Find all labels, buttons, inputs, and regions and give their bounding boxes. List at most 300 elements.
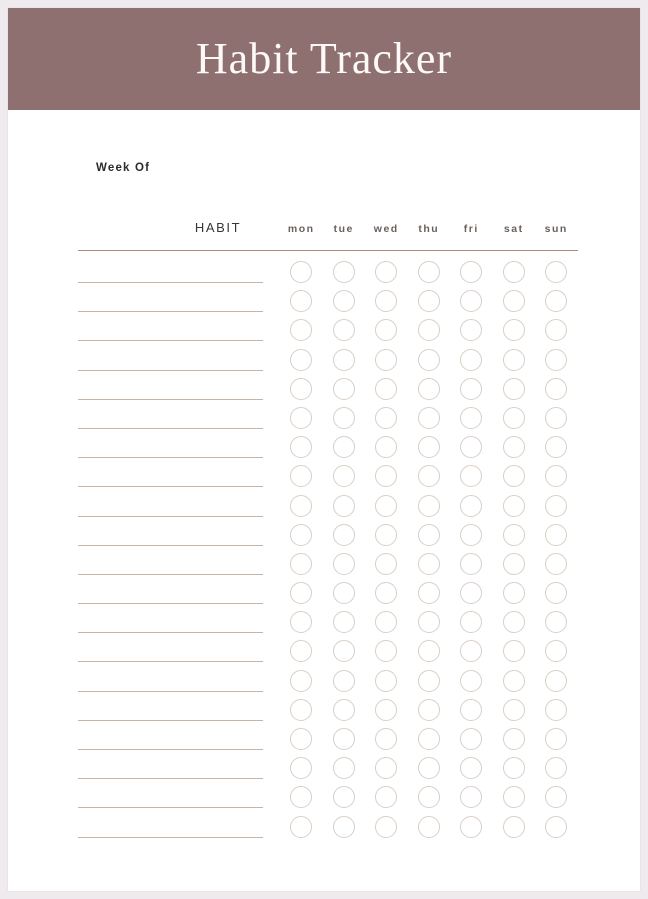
habit-checkbox-cell[interactable]	[365, 640, 408, 662]
habit-checkbox-cell[interactable]	[450, 640, 493, 662]
habit-checkbox-mon[interactable]	[290, 261, 312, 283]
habit-checkbox-cell[interactable]	[408, 728, 451, 750]
habit-checkbox-cell[interactable]	[535, 786, 578, 808]
habit-checkbox-tue[interactable]	[333, 319, 355, 341]
habit-checkbox-cell[interactable]	[365, 465, 408, 487]
habit-checkbox-mon[interactable]	[290, 640, 312, 662]
habit-name-input[interactable]	[78, 457, 263, 458]
habit-checkbox-cell[interactable]	[280, 816, 323, 838]
habit-checkbox-sun[interactable]	[545, 640, 567, 662]
habit-checkbox-sun[interactable]	[545, 465, 567, 487]
habit-checkbox-fri[interactable]	[460, 465, 482, 487]
habit-checkbox-sun[interactable]	[545, 699, 567, 721]
habit-checkbox-sat[interactable]	[503, 699, 525, 721]
habit-checkbox-cell[interactable]	[323, 261, 366, 283]
habit-checkbox-fri[interactable]	[460, 524, 482, 546]
habit-checkbox-cell[interactable]	[323, 640, 366, 662]
habit-checkbox-cell[interactable]	[493, 640, 536, 662]
habit-checkbox-cell[interactable]	[408, 261, 451, 283]
habit-checkbox-cell[interactable]	[535, 407, 578, 429]
habit-checkbox-cell[interactable]	[450, 349, 493, 371]
habit-checkbox-sun[interactable]	[545, 378, 567, 400]
habit-checkbox-thu[interactable]	[418, 757, 440, 779]
habit-checkbox-cell[interactable]	[323, 728, 366, 750]
habit-checkbox-mon[interactable]	[290, 699, 312, 721]
habit-name-input[interactable]	[78, 749, 263, 750]
habit-checkbox-wed[interactable]	[375, 378, 397, 400]
habit-checkbox-thu[interactable]	[418, 699, 440, 721]
habit-checkbox-fri[interactable]	[460, 640, 482, 662]
habit-checkbox-mon[interactable]	[290, 582, 312, 604]
habit-checkbox-cell[interactable]	[535, 349, 578, 371]
habit-checkbox-cell[interactable]	[365, 757, 408, 779]
habit-checkbox-cell[interactable]	[365, 728, 408, 750]
habit-checkbox-wed[interactable]	[375, 699, 397, 721]
habit-checkbox-cell[interactable]	[535, 816, 578, 838]
habit-checkbox-cell[interactable]	[323, 436, 366, 458]
habit-checkbox-thu[interactable]	[418, 611, 440, 633]
habit-checkbox-cell[interactable]	[450, 378, 493, 400]
habit-checkbox-cell[interactable]	[408, 524, 451, 546]
habit-checkbox-sat[interactable]	[503, 436, 525, 458]
habit-checkbox-cell[interactable]	[323, 553, 366, 575]
habit-checkbox-wed[interactable]	[375, 670, 397, 692]
habit-checkbox-thu[interactable]	[418, 319, 440, 341]
habit-checkbox-cell[interactable]	[535, 290, 578, 312]
habit-checkbox-cell[interactable]	[493, 319, 536, 341]
habit-checkbox-cell[interactable]	[450, 728, 493, 750]
habit-checkbox-cell[interactable]	[450, 261, 493, 283]
habit-checkbox-cell[interactable]	[535, 436, 578, 458]
habit-checkbox-cell[interactable]	[450, 319, 493, 341]
habit-checkbox-sat[interactable]	[503, 611, 525, 633]
habit-checkbox-cell[interactable]	[408, 378, 451, 400]
habit-checkbox-cell[interactable]	[365, 436, 408, 458]
habit-checkbox-cell[interactable]	[450, 553, 493, 575]
habit-checkbox-sat[interactable]	[503, 261, 525, 283]
habit-name-input[interactable]	[78, 661, 263, 662]
habit-checkbox-cell[interactable]	[280, 465, 323, 487]
habit-checkbox-cell[interactable]	[408, 553, 451, 575]
habit-checkbox-fri[interactable]	[460, 378, 482, 400]
habit-checkbox-sun[interactable]	[545, 816, 567, 838]
habit-checkbox-tue[interactable]	[333, 378, 355, 400]
habit-name-input[interactable]	[78, 603, 263, 604]
habit-name-input[interactable]	[78, 282, 263, 283]
habit-checkbox-cell[interactable]	[535, 640, 578, 662]
habit-checkbox-cell[interactable]	[280, 436, 323, 458]
habit-checkbox-sat[interactable]	[503, 349, 525, 371]
habit-name-input[interactable]	[78, 545, 263, 546]
habit-checkbox-cell[interactable]	[493, 786, 536, 808]
habit-checkbox-sun[interactable]	[545, 261, 567, 283]
habit-checkbox-cell[interactable]	[323, 524, 366, 546]
habit-checkbox-tue[interactable]	[333, 640, 355, 662]
habit-checkbox-thu[interactable]	[418, 436, 440, 458]
habit-checkbox-cell[interactable]	[280, 786, 323, 808]
habit-checkbox-fri[interactable]	[460, 786, 482, 808]
habit-checkbox-mon[interactable]	[290, 495, 312, 517]
habit-checkbox-sun[interactable]	[545, 407, 567, 429]
habit-checkbox-wed[interactable]	[375, 582, 397, 604]
habit-checkbox-cell[interactable]	[365, 319, 408, 341]
habit-checkbox-thu[interactable]	[418, 816, 440, 838]
habit-checkbox-thu[interactable]	[418, 465, 440, 487]
habit-checkbox-cell[interactable]	[323, 290, 366, 312]
habit-checkbox-cell[interactable]	[535, 524, 578, 546]
habit-checkbox-cell[interactable]	[280, 378, 323, 400]
habit-checkbox-cell[interactable]	[493, 261, 536, 283]
habit-checkbox-sat[interactable]	[503, 582, 525, 604]
habit-checkbox-mon[interactable]	[290, 378, 312, 400]
habit-checkbox-mon[interactable]	[290, 465, 312, 487]
habit-checkbox-fri[interactable]	[460, 349, 482, 371]
habit-name-input[interactable]	[78, 837, 263, 838]
habit-checkbox-cell[interactable]	[493, 553, 536, 575]
habit-checkbox-cell[interactable]	[535, 728, 578, 750]
habit-checkbox-sun[interactable]	[545, 524, 567, 546]
habit-checkbox-thu[interactable]	[418, 524, 440, 546]
habit-checkbox-wed[interactable]	[375, 640, 397, 662]
habit-checkbox-cell[interactable]	[365, 261, 408, 283]
habit-checkbox-cell[interactable]	[323, 611, 366, 633]
habit-checkbox-thu[interactable]	[418, 582, 440, 604]
habit-checkbox-cell[interactable]	[535, 261, 578, 283]
habit-checkbox-wed[interactable]	[375, 290, 397, 312]
habit-checkbox-cell[interactable]	[280, 611, 323, 633]
habit-checkbox-tue[interactable]	[333, 728, 355, 750]
habit-checkbox-cell[interactable]	[493, 699, 536, 721]
habit-checkbox-mon[interactable]	[290, 757, 312, 779]
habit-checkbox-cell[interactable]	[408, 699, 451, 721]
habit-name-input[interactable]	[78, 574, 263, 575]
habit-checkbox-cell[interactable]	[365, 378, 408, 400]
habit-checkbox-sat[interactable]	[503, 670, 525, 692]
habit-checkbox-cell[interactable]	[450, 582, 493, 604]
habit-checkbox-cell[interactable]	[535, 582, 578, 604]
habit-checkbox-wed[interactable]	[375, 757, 397, 779]
habit-checkbox-cell[interactable]	[323, 786, 366, 808]
habit-checkbox-cell[interactable]	[450, 816, 493, 838]
habit-checkbox-cell[interactable]	[365, 582, 408, 604]
habit-checkbox-sun[interactable]	[545, 670, 567, 692]
habit-checkbox-cell[interactable]	[280, 349, 323, 371]
habit-checkbox-fri[interactable]	[460, 407, 482, 429]
habit-checkbox-cell[interactable]	[408, 349, 451, 371]
habit-name-input[interactable]	[78, 807, 263, 808]
habit-checkbox-sun[interactable]	[545, 436, 567, 458]
habit-checkbox-cell[interactable]	[493, 495, 536, 517]
habit-checkbox-cell[interactable]	[450, 611, 493, 633]
habit-checkbox-cell[interactable]	[280, 553, 323, 575]
habit-checkbox-tue[interactable]	[333, 349, 355, 371]
habit-checkbox-cell[interactable]	[280, 495, 323, 517]
habit-checkbox-wed[interactable]	[375, 407, 397, 429]
habit-checkbox-tue[interactable]	[333, 495, 355, 517]
habit-checkbox-cell[interactable]	[280, 640, 323, 662]
habit-checkbox-thu[interactable]	[418, 786, 440, 808]
habit-checkbox-cell[interactable]	[493, 465, 536, 487]
habit-checkbox-cell[interactable]	[535, 699, 578, 721]
habit-checkbox-cell[interactable]	[408, 465, 451, 487]
habit-name-input[interactable]	[78, 720, 263, 721]
habit-checkbox-cell[interactable]	[493, 728, 536, 750]
habit-checkbox-thu[interactable]	[418, 349, 440, 371]
habit-checkbox-sat[interactable]	[503, 786, 525, 808]
habit-checkbox-cell[interactable]	[323, 582, 366, 604]
habit-checkbox-cell[interactable]	[493, 378, 536, 400]
habit-checkbox-cell[interactable]	[535, 378, 578, 400]
habit-checkbox-cell[interactable]	[408, 670, 451, 692]
habit-checkbox-cell[interactable]	[365, 611, 408, 633]
habit-checkbox-fri[interactable]	[460, 261, 482, 283]
habit-checkbox-cell[interactable]	[535, 611, 578, 633]
habit-checkbox-sat[interactable]	[503, 319, 525, 341]
habit-checkbox-thu[interactable]	[418, 261, 440, 283]
habit-checkbox-fri[interactable]	[460, 319, 482, 341]
habit-checkbox-fri[interactable]	[460, 757, 482, 779]
habit-checkbox-cell[interactable]	[408, 407, 451, 429]
habit-checkbox-thu[interactable]	[418, 670, 440, 692]
habit-checkbox-cell[interactable]	[535, 465, 578, 487]
habit-checkbox-cell[interactable]	[535, 757, 578, 779]
habit-checkbox-wed[interactable]	[375, 495, 397, 517]
habit-checkbox-cell[interactable]	[280, 261, 323, 283]
habit-checkbox-cell[interactable]	[365, 699, 408, 721]
habit-checkbox-cell[interactable]	[365, 553, 408, 575]
habit-checkbox-tue[interactable]	[333, 757, 355, 779]
habit-name-input[interactable]	[78, 516, 263, 517]
habit-checkbox-wed[interactable]	[375, 319, 397, 341]
habit-checkbox-cell[interactable]	[535, 319, 578, 341]
habit-checkbox-cell[interactable]	[365, 290, 408, 312]
habit-checkbox-tue[interactable]	[333, 407, 355, 429]
habit-checkbox-tue[interactable]	[333, 582, 355, 604]
habit-checkbox-cell[interactable]	[365, 524, 408, 546]
habit-checkbox-cell[interactable]	[323, 699, 366, 721]
habit-checkbox-cell[interactable]	[450, 757, 493, 779]
habit-checkbox-cell[interactable]	[450, 465, 493, 487]
habit-checkbox-thu[interactable]	[418, 407, 440, 429]
habit-checkbox-sun[interactable]	[545, 319, 567, 341]
habit-checkbox-cell[interactable]	[408, 611, 451, 633]
habit-checkbox-sun[interactable]	[545, 611, 567, 633]
habit-checkbox-cell[interactable]	[280, 407, 323, 429]
habit-checkbox-sat[interactable]	[503, 553, 525, 575]
habit-checkbox-cell[interactable]	[408, 640, 451, 662]
habit-checkbox-wed[interactable]	[375, 349, 397, 371]
habit-checkbox-sat[interactable]	[503, 495, 525, 517]
habit-name-input[interactable]	[78, 632, 263, 633]
habit-checkbox-mon[interactable]	[290, 553, 312, 575]
habit-checkbox-wed[interactable]	[375, 465, 397, 487]
habit-checkbox-cell[interactable]	[408, 290, 451, 312]
habit-checkbox-tue[interactable]	[333, 290, 355, 312]
habit-checkbox-wed[interactable]	[375, 728, 397, 750]
habit-checkbox-cell[interactable]	[280, 699, 323, 721]
habit-checkbox-cell[interactable]	[323, 319, 366, 341]
habit-checkbox-wed[interactable]	[375, 436, 397, 458]
habit-checkbox-cell[interactable]	[450, 436, 493, 458]
habit-checkbox-cell[interactable]	[493, 757, 536, 779]
habit-checkbox-tue[interactable]	[333, 670, 355, 692]
habit-checkbox-sun[interactable]	[545, 757, 567, 779]
habit-checkbox-thu[interactable]	[418, 640, 440, 662]
habit-checkbox-sat[interactable]	[503, 290, 525, 312]
habit-checkbox-sun[interactable]	[545, 290, 567, 312]
habit-checkbox-tue[interactable]	[333, 465, 355, 487]
habit-checkbox-sun[interactable]	[545, 349, 567, 371]
habit-checkbox-cell[interactable]	[280, 670, 323, 692]
habit-checkbox-cell[interactable]	[280, 728, 323, 750]
habit-checkbox-cell[interactable]	[450, 786, 493, 808]
habit-checkbox-cell[interactable]	[535, 495, 578, 517]
habit-checkbox-thu[interactable]	[418, 728, 440, 750]
habit-checkbox-cell[interactable]	[323, 757, 366, 779]
habit-checkbox-cell[interactable]	[323, 407, 366, 429]
habit-checkbox-cell[interactable]	[365, 407, 408, 429]
habit-checkbox-thu[interactable]	[418, 290, 440, 312]
habit-checkbox-mon[interactable]	[290, 786, 312, 808]
habit-checkbox-sun[interactable]	[545, 582, 567, 604]
habit-checkbox-sat[interactable]	[503, 407, 525, 429]
habit-checkbox-tue[interactable]	[333, 699, 355, 721]
habit-checkbox-wed[interactable]	[375, 611, 397, 633]
habit-checkbox-sat[interactable]	[503, 816, 525, 838]
habit-checkbox-cell[interactable]	[450, 407, 493, 429]
habit-checkbox-tue[interactable]	[333, 553, 355, 575]
habit-checkbox-cell[interactable]	[365, 349, 408, 371]
habit-checkbox-mon[interactable]	[290, 816, 312, 838]
habit-checkbox-sat[interactable]	[503, 728, 525, 750]
habit-checkbox-sat[interactable]	[503, 465, 525, 487]
habit-checkbox-fri[interactable]	[460, 290, 482, 312]
habit-checkbox-cell[interactable]	[408, 757, 451, 779]
habit-checkbox-thu[interactable]	[418, 378, 440, 400]
habit-checkbox-cell[interactable]	[450, 495, 493, 517]
habit-name-input[interactable]	[78, 691, 263, 692]
habit-name-input[interactable]	[78, 340, 263, 341]
habit-name-input[interactable]	[78, 778, 263, 779]
habit-checkbox-wed[interactable]	[375, 553, 397, 575]
habit-checkbox-cell[interactable]	[493, 349, 536, 371]
habit-checkbox-cell[interactable]	[493, 582, 536, 604]
habit-name-input[interactable]	[78, 370, 263, 371]
habit-checkbox-mon[interactable]	[290, 436, 312, 458]
habit-checkbox-cell[interactable]	[323, 349, 366, 371]
habit-checkbox-cell[interactable]	[408, 436, 451, 458]
habit-checkbox-tue[interactable]	[333, 261, 355, 283]
habit-checkbox-cell[interactable]	[280, 582, 323, 604]
habit-checkbox-cell[interactable]	[408, 816, 451, 838]
habit-checkbox-wed[interactable]	[375, 524, 397, 546]
habit-checkbox-fri[interactable]	[460, 553, 482, 575]
habit-checkbox-cell[interactable]	[450, 699, 493, 721]
habit-checkbox-thu[interactable]	[418, 495, 440, 517]
habit-checkbox-fri[interactable]	[460, 699, 482, 721]
habit-checkbox-mon[interactable]	[290, 349, 312, 371]
habit-checkbox-cell[interactable]	[408, 495, 451, 517]
habit-checkbox-fri[interactable]	[460, 436, 482, 458]
habit-checkbox-cell[interactable]	[450, 670, 493, 692]
habit-checkbox-cell[interactable]	[280, 319, 323, 341]
habit-checkbox-mon[interactable]	[290, 611, 312, 633]
habit-checkbox-cell[interactable]	[365, 670, 408, 692]
habit-checkbox-cell[interactable]	[323, 495, 366, 517]
habit-checkbox-sun[interactable]	[545, 786, 567, 808]
habit-checkbox-cell[interactable]	[280, 757, 323, 779]
habit-checkbox-cell[interactable]	[280, 524, 323, 546]
habit-checkbox-cell[interactable]	[493, 670, 536, 692]
habit-checkbox-fri[interactable]	[460, 728, 482, 750]
habit-checkbox-fri[interactable]	[460, 670, 482, 692]
habit-checkbox-cell[interactable]	[535, 553, 578, 575]
habit-checkbox-cell[interactable]	[323, 670, 366, 692]
habit-checkbox-cell[interactable]	[450, 524, 493, 546]
habit-checkbox-cell[interactable]	[323, 816, 366, 838]
habit-checkbox-sat[interactable]	[503, 524, 525, 546]
habit-checkbox-wed[interactable]	[375, 786, 397, 808]
habit-checkbox-cell[interactable]	[365, 495, 408, 517]
habit-checkbox-cell[interactable]	[280, 290, 323, 312]
habit-checkbox-wed[interactable]	[375, 816, 397, 838]
habit-checkbox-cell[interactable]	[408, 319, 451, 341]
habit-checkbox-cell[interactable]	[408, 786, 451, 808]
habit-checkbox-tue[interactable]	[333, 786, 355, 808]
habit-name-input[interactable]	[78, 428, 263, 429]
habit-checkbox-mon[interactable]	[290, 728, 312, 750]
habit-checkbox-cell[interactable]	[493, 436, 536, 458]
habit-checkbox-fri[interactable]	[460, 816, 482, 838]
habit-checkbox-cell[interactable]	[493, 816, 536, 838]
habit-checkbox-wed[interactable]	[375, 261, 397, 283]
habit-checkbox-cell[interactable]	[365, 816, 408, 838]
habit-name-input[interactable]	[78, 311, 263, 312]
habit-checkbox-fri[interactable]	[460, 582, 482, 604]
habit-checkbox-sun[interactable]	[545, 728, 567, 750]
habit-checkbox-cell[interactable]	[535, 670, 578, 692]
habit-checkbox-cell[interactable]	[323, 378, 366, 400]
habit-checkbox-cell[interactable]	[493, 290, 536, 312]
habit-checkbox-mon[interactable]	[290, 290, 312, 312]
habit-checkbox-sat[interactable]	[503, 640, 525, 662]
habit-name-input[interactable]	[78, 399, 263, 400]
habit-checkbox-tue[interactable]	[333, 611, 355, 633]
habit-checkbox-mon[interactable]	[290, 670, 312, 692]
habit-checkbox-tue[interactable]	[333, 816, 355, 838]
habit-name-input[interactable]	[78, 486, 263, 487]
habit-checkbox-cell[interactable]	[450, 290, 493, 312]
habit-checkbox-sat[interactable]	[503, 378, 525, 400]
habit-checkbox-sun[interactable]	[545, 495, 567, 517]
habit-checkbox-sun[interactable]	[545, 553, 567, 575]
habit-checkbox-mon[interactable]	[290, 407, 312, 429]
habit-checkbox-cell[interactable]	[493, 611, 536, 633]
habit-checkbox-sat[interactable]	[503, 757, 525, 779]
habit-checkbox-cell[interactable]	[408, 582, 451, 604]
habit-checkbox-cell[interactable]	[323, 465, 366, 487]
habit-checkbox-cell[interactable]	[365, 786, 408, 808]
habit-checkbox-tue[interactable]	[333, 524, 355, 546]
habit-checkbox-mon[interactable]	[290, 319, 312, 341]
habit-checkbox-cell[interactable]	[493, 524, 536, 546]
habit-checkbox-thu[interactable]	[418, 553, 440, 575]
habit-checkbox-mon[interactable]	[290, 524, 312, 546]
habit-checkbox-fri[interactable]	[460, 495, 482, 517]
habit-checkbox-fri[interactable]	[460, 611, 482, 633]
habit-checkbox-tue[interactable]	[333, 436, 355, 458]
habit-checkbox-cell[interactable]	[493, 407, 536, 429]
